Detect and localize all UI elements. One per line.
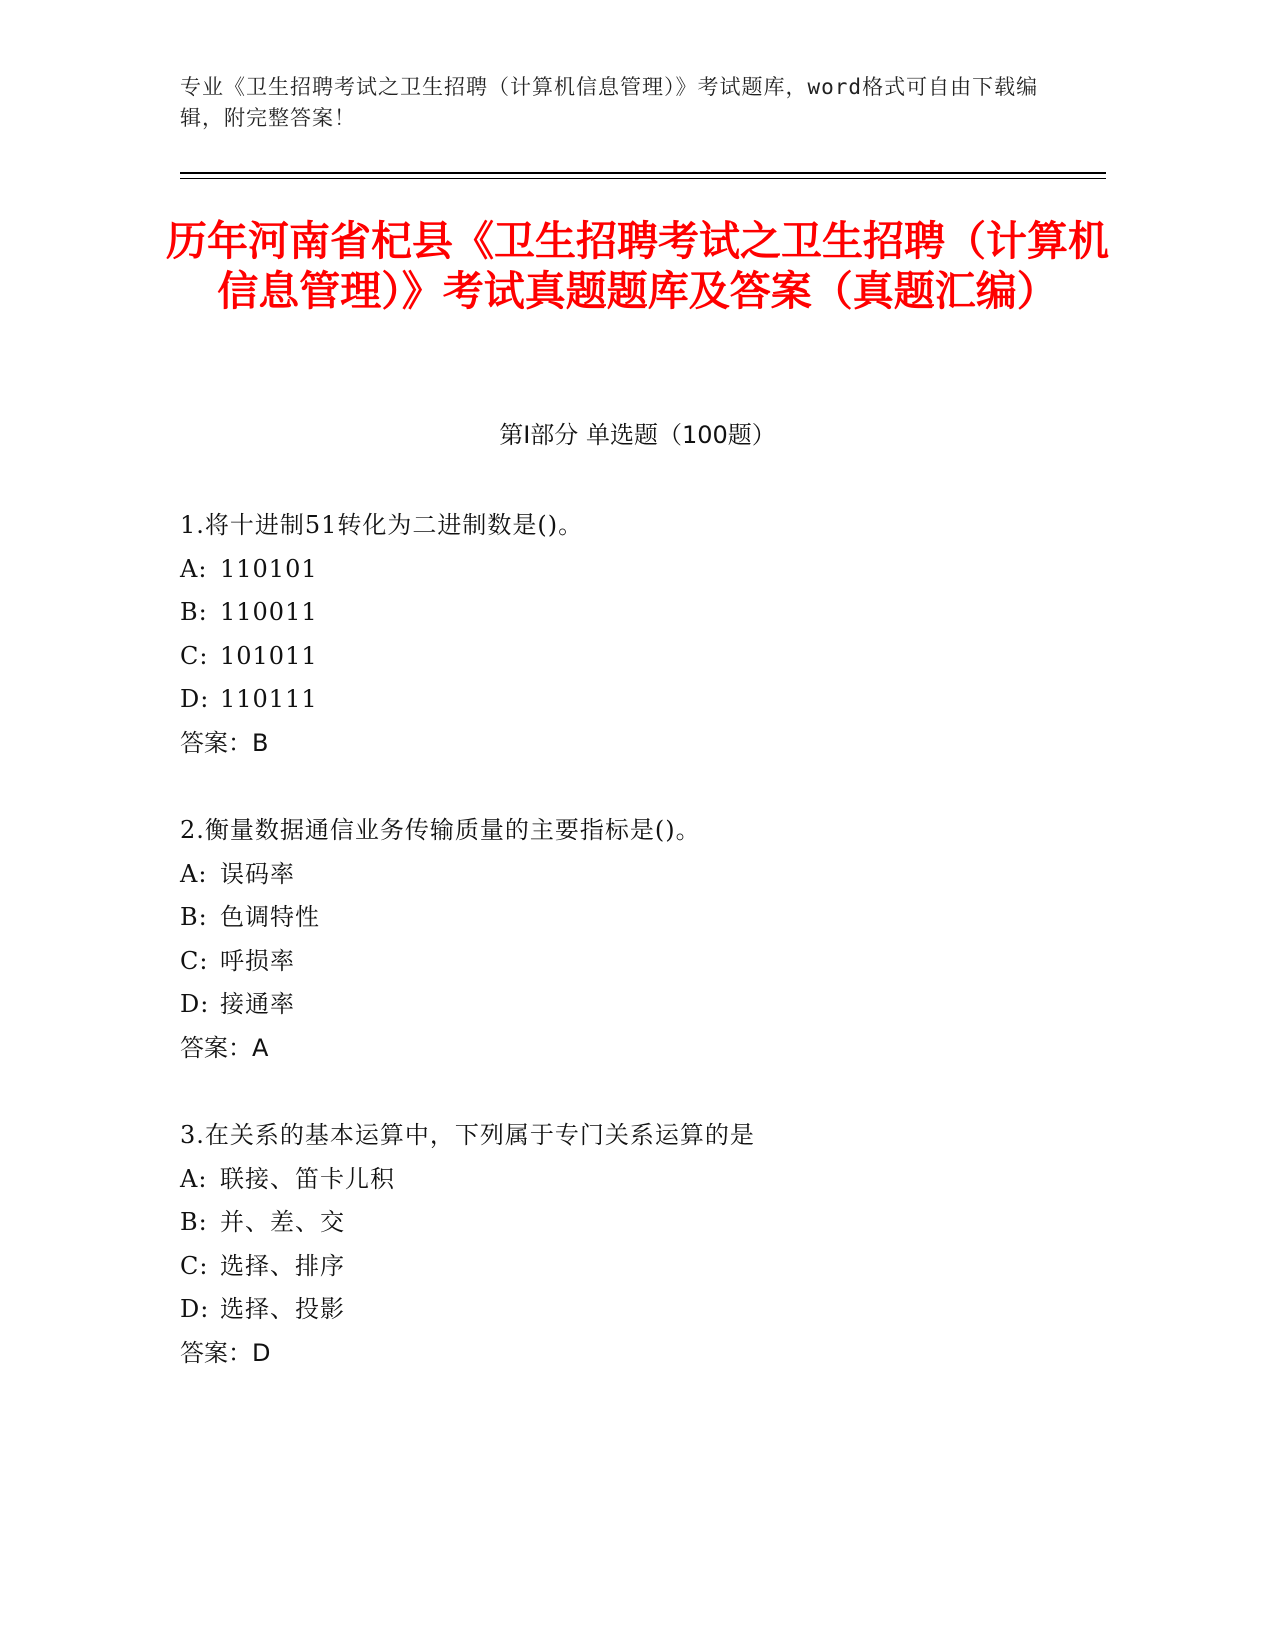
header-divider-thick [180,172,1106,174]
option-c [180,635,1080,679]
option-text: 呼损率 [220,946,295,975]
question-stem: 2.衡量数据通信业务传输质量的主要指标是()。 [180,816,701,844]
option-text: 110101 [220,554,318,583]
option-letter: C: [180,946,209,975]
option-letter: B: [180,1208,208,1236]
option-c [180,1245,1080,1289]
option-a [180,548,1080,592]
option-b [180,591,1080,635]
option-letter: A: [180,554,208,583]
option-a [180,853,1080,897]
option-letter: C: [180,641,209,670]
option-b [180,896,1080,940]
answer-line: 答案：A [180,1033,269,1062]
option-letter: A: [180,1164,208,1193]
option-letter: D: [180,1295,210,1323]
option-text: 110011 [220,598,318,626]
option-letter: A: [180,859,208,888]
option-text: 接通率 [220,990,295,1018]
option-text: 误码率 [220,859,295,888]
option-text: 110111 [220,685,318,713]
answer-line: 答案：D [180,1338,271,1367]
question-1 [180,504,1080,765]
answer-line: 答案：B [180,728,269,757]
option-c [180,940,1080,984]
option-a [180,1158,1080,1202]
option-text: 选择、投影 [220,1295,345,1323]
option-letter: B: [180,598,208,626]
option-d [180,1288,1080,1332]
option-text: 色调特性 [220,903,320,931]
question-2 [180,809,1080,1070]
option-letter: D: [180,685,210,713]
option-letter: C: [180,1251,209,1280]
option-b [180,1201,1080,1245]
header-divider-thin [180,178,1106,179]
option-text: 联接、笛卡儿积 [220,1164,395,1193]
question-stem: 3.在关系的基本运算中，下列属于专门关系运算的是 [180,1121,755,1149]
question-3 [180,1114,1080,1375]
section-title: 第Ⅰ部分 单选题（100题） [499,421,776,449]
option-d [180,983,1080,1027]
option-d [180,678,1080,722]
option-text: 101011 [220,641,318,670]
question-stem: 1.将十进制51转化为二进制数是()。 [180,511,584,539]
option-text: 选择、排序 [220,1251,345,1280]
option-text: 并、差、交 [220,1208,345,1236]
option-letter: B: [180,903,208,931]
option-letter: D: [180,990,210,1018]
header-note: 专业《卫生招聘考试之卫生招聘（计算机信息管理）》考试题库，word格式可自由下载编辑，附完整答案！ [180,75,1039,130]
document-title: 历年河南省杞县《卫生招聘考试之卫生招聘（计算机信息管理）》考试真题题库及答案（真题汇编） [166,217,1109,315]
